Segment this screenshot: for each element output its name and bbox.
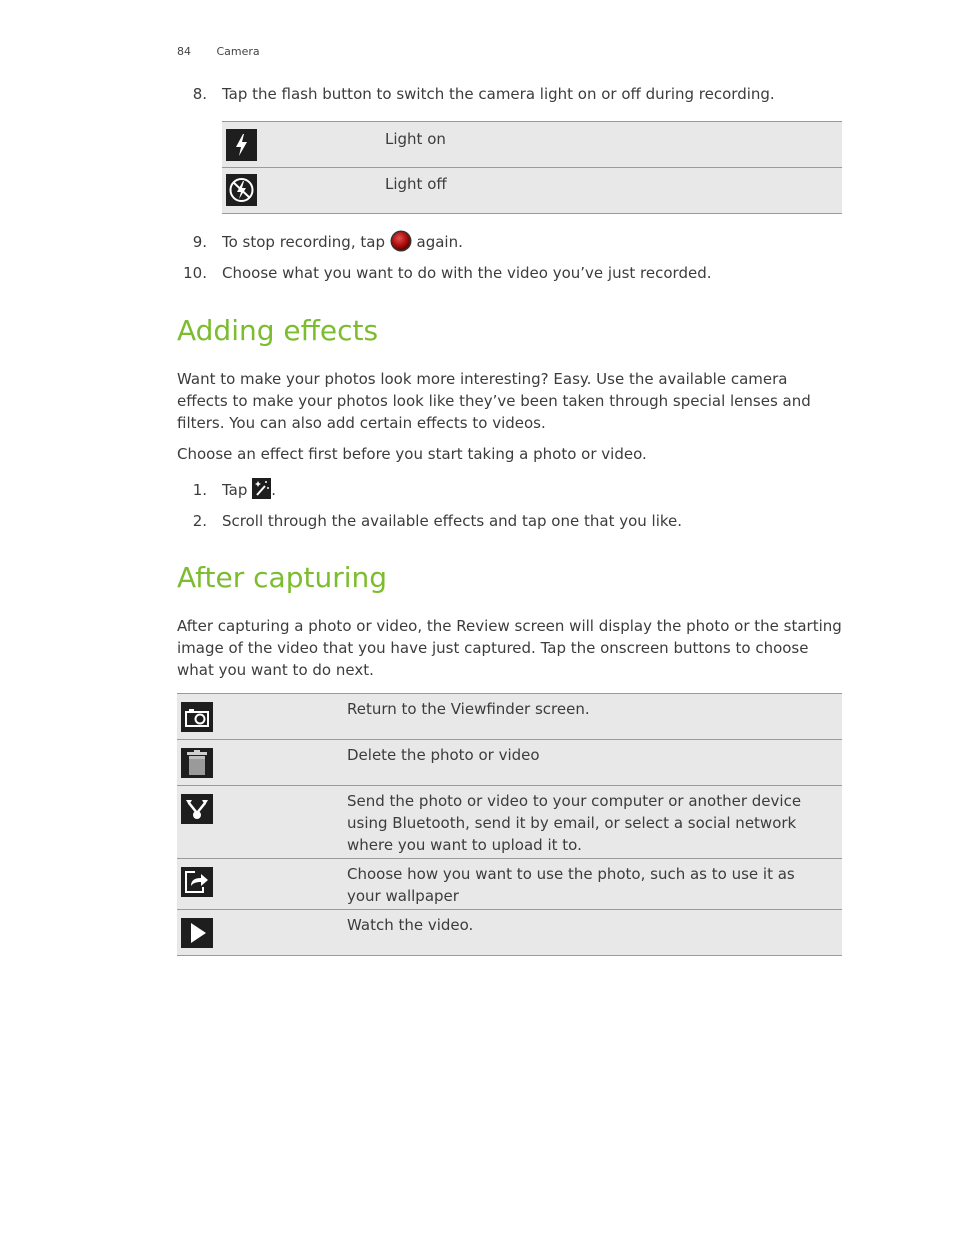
step-text: Choose what you want to do with the video you’ve just recorded. bbox=[222, 264, 712, 282]
after-capturing-heading: After capturing bbox=[177, 561, 387, 594]
after-capturing-intro: After capturing a photo or video, the Review screen will display the photo or the starting image of the video that you have just captured. Tap the onscreen buttons to choose what you want to do next. bbox=[177, 617, 842, 679]
label-cell bbox=[385, 168, 842, 214]
icon-cell bbox=[177, 694, 347, 740]
text-cell: Send the photo or video to your computer or another device using Bluetooth, send it by email, or select a social network where you want to upload it to. bbox=[347, 786, 842, 859]
step-number: 9. bbox=[192, 233, 207, 251]
adding-effects-note: Choose an effect first before you start taking a photo or video. bbox=[177, 445, 647, 463]
table-row bbox=[177, 740, 842, 786]
flash-table bbox=[222, 121, 842, 214]
table-row bbox=[222, 168, 842, 214]
icon-cell bbox=[222, 122, 385, 168]
icon-cell bbox=[177, 859, 347, 910]
step-text: Scroll through the available effects and tap one that you like. bbox=[222, 512, 683, 530]
section-title: Camera bbox=[216, 45, 260, 58]
adding-effects-heading: Adding effects bbox=[177, 314, 379, 347]
light-on-label: Light on bbox=[385, 130, 446, 148]
text-cell: Delete the photo or video bbox=[347, 740, 842, 786]
step-number: 10. bbox=[183, 264, 207, 282]
label-cell bbox=[385, 122, 842, 168]
flash-on-icon bbox=[226, 129, 257, 161]
table-row bbox=[177, 910, 842, 956]
step-text: Tap . bbox=[222, 479, 276, 501]
effects-wand-icon bbox=[252, 478, 271, 499]
table-row bbox=[222, 122, 842, 168]
light-off-label: Light off bbox=[385, 175, 447, 193]
record-icon bbox=[390, 230, 412, 252]
table-row bbox=[177, 786, 842, 859]
step-number: 8. bbox=[192, 85, 207, 103]
table-row bbox=[177, 694, 842, 740]
text-cell: Choose how you want to use the photo, such as to use it as your wallpaper bbox=[347, 859, 842, 910]
adding-effects-intro: Want to make your photos look more interesting? Easy. Use the available camera effects to make your photos look like they’ve been taken through special lenses and filters. You can also add certain effects to videos. bbox=[177, 370, 811, 432]
text-cell: Return to the Viewfinder screen. bbox=[347, 694, 842, 740]
share-icon bbox=[181, 794, 213, 824]
icon-cell bbox=[177, 740, 347, 786]
play-icon bbox=[181, 918, 213, 948]
text-cell: Watch the video. bbox=[347, 910, 842, 956]
icon-cell bbox=[222, 168, 385, 214]
icon-cell bbox=[177, 786, 347, 859]
camera-icon bbox=[181, 702, 213, 732]
review-buttons-table bbox=[177, 693, 842, 956]
export-icon bbox=[181, 867, 213, 897]
page-number: 84 bbox=[177, 45, 191, 58]
table-row bbox=[177, 859, 842, 910]
icon-cell bbox=[177, 910, 347, 956]
step-text: To stop recording, tap again. bbox=[222, 231, 463, 253]
flash-off-icon bbox=[226, 174, 257, 206]
trash-icon bbox=[181, 748, 213, 778]
step-number: 2. bbox=[192, 512, 207, 530]
page-header bbox=[177, 45, 260, 58]
step-number: 1. bbox=[192, 481, 207, 499]
step-text: Tap the flash button to switch the camera light on or off during recording. bbox=[222, 85, 775, 103]
